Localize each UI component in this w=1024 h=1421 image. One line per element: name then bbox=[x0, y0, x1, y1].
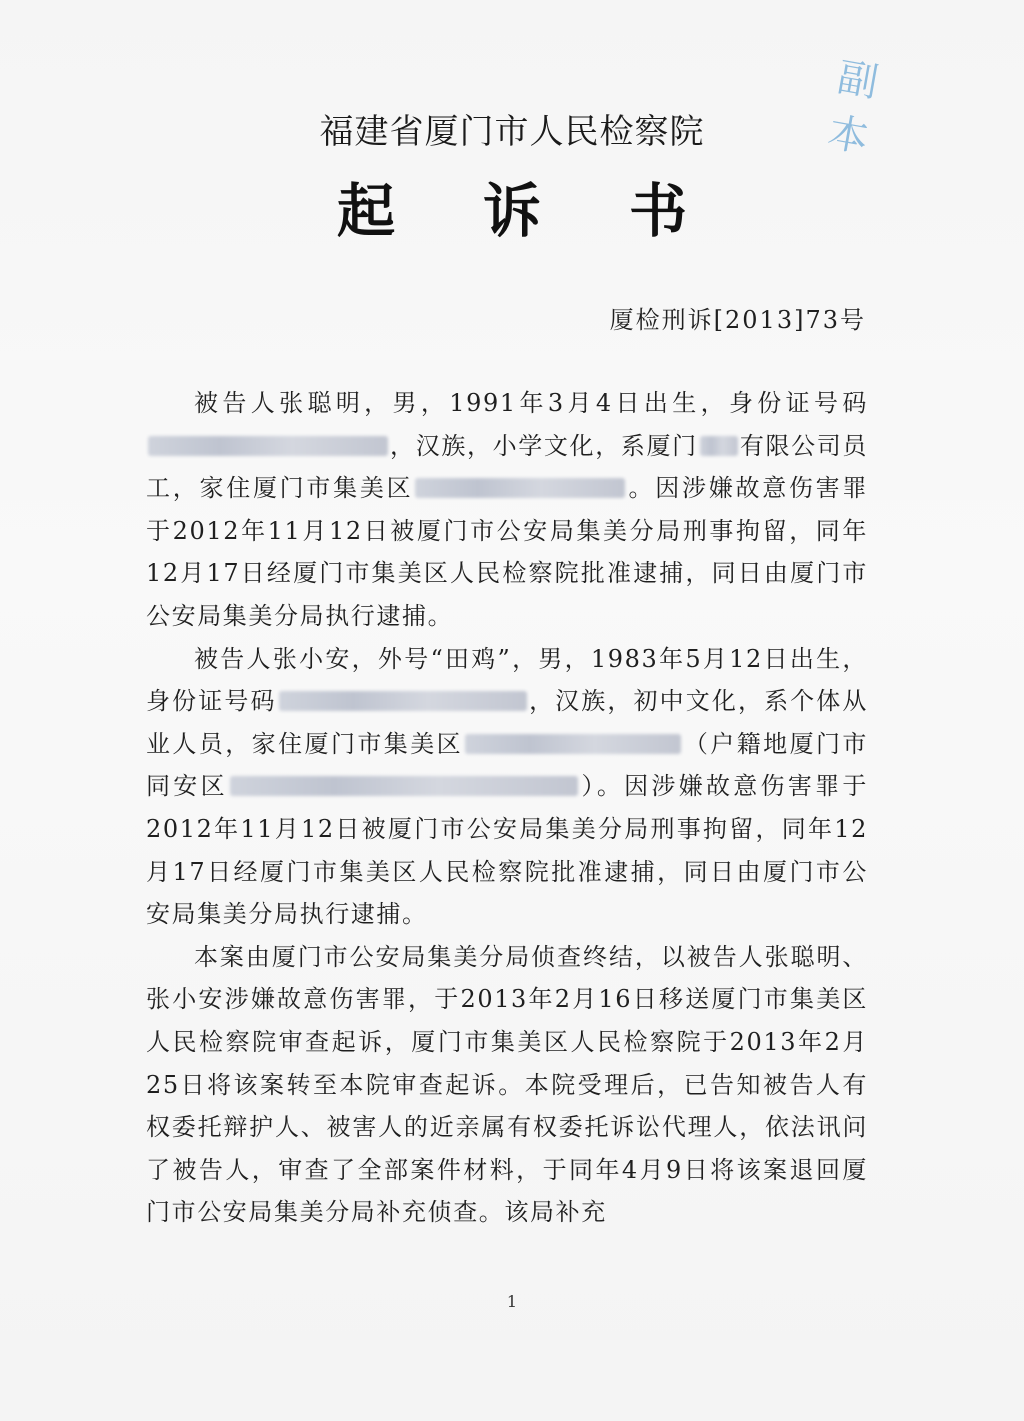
text-run: ，汉族，初中文化，系个体从业人员，家住厦门市集美区 bbox=[146, 687, 868, 758]
redacted-id-number bbox=[279, 691, 527, 711]
text-run: 被告人张小安，外号“田鸡”，男，1983年5月12日出生，身份证号码 bbox=[146, 644, 868, 716]
stamp-char-1: 副 bbox=[834, 54, 882, 107]
text-run: ，汉族，小学文化，系厦门 bbox=[390, 431, 698, 460]
redacted-company-name bbox=[700, 436, 738, 456]
document-body bbox=[146, 382, 868, 1234]
redacted-address bbox=[415, 478, 625, 498]
page-number: 1 bbox=[506, 1292, 518, 1311]
document-number: 厦检刑诉[2013]73号 bbox=[609, 306, 866, 334]
procuratorate-name: 福建省厦门市人民检察院 bbox=[319, 112, 705, 152]
stamp-char-2: 本 bbox=[824, 109, 872, 162]
text-run: 本案由厦门市公安局集美分局侦查终结，以被告人张聪明、张小安涉嫌故意伤害罪，于2013年2月16日移送厦门市集美区人民检察院审查起诉，厦门市集美区人民检察院于2013年2月25日将该案转至本院审查起诉。本院受理后，已告知被告人有权委托辩护人、被害人的近亲属有权委托诉讼代理人，依法讯问了被告人，审查了全部案件材料，于同年4月9日将该案退回厦门市公安局集美分局补充侦查。该局补充 bbox=[146, 942, 868, 1227]
text-run: （户籍地厦门市同安区 bbox=[146, 729, 869, 801]
redacted-household-address bbox=[230, 776, 578, 796]
case-history-paragraph bbox=[146, 936, 868, 1234]
text-run: ）。因涉嫌故意伤害罪于2012年11月12日被厦门市公安局集美分局刑事拘留，同年12月17日经厦门市集美区人民检察院批准逮捕，同日由厦门市公安局集美分局执行逮捕。 bbox=[146, 772, 868, 929]
defendant-1-paragraph bbox=[146, 382, 868, 638]
document-title: 起诉书 bbox=[336, 177, 775, 245]
text-run: 被告人张聪明，男，1991年3月4日出生，身份证号码 bbox=[194, 389, 868, 417]
text-run: 。因涉嫌故意伤害罪于2012年11月12日被厦门市公安局集美分局刑事拘留，同年12月17日经厦门市集美区人民检察院批准逮捕，同日由厦门市公安局集美分局执行逮捕。 bbox=[146, 474, 869, 630]
redacted-address bbox=[465, 734, 681, 754]
defendant-2-paragraph bbox=[146, 638, 868, 936]
redacted-id-number bbox=[148, 436, 388, 456]
text-run: 有限公司员工，家住厦门市集美区 bbox=[146, 431, 869, 503]
